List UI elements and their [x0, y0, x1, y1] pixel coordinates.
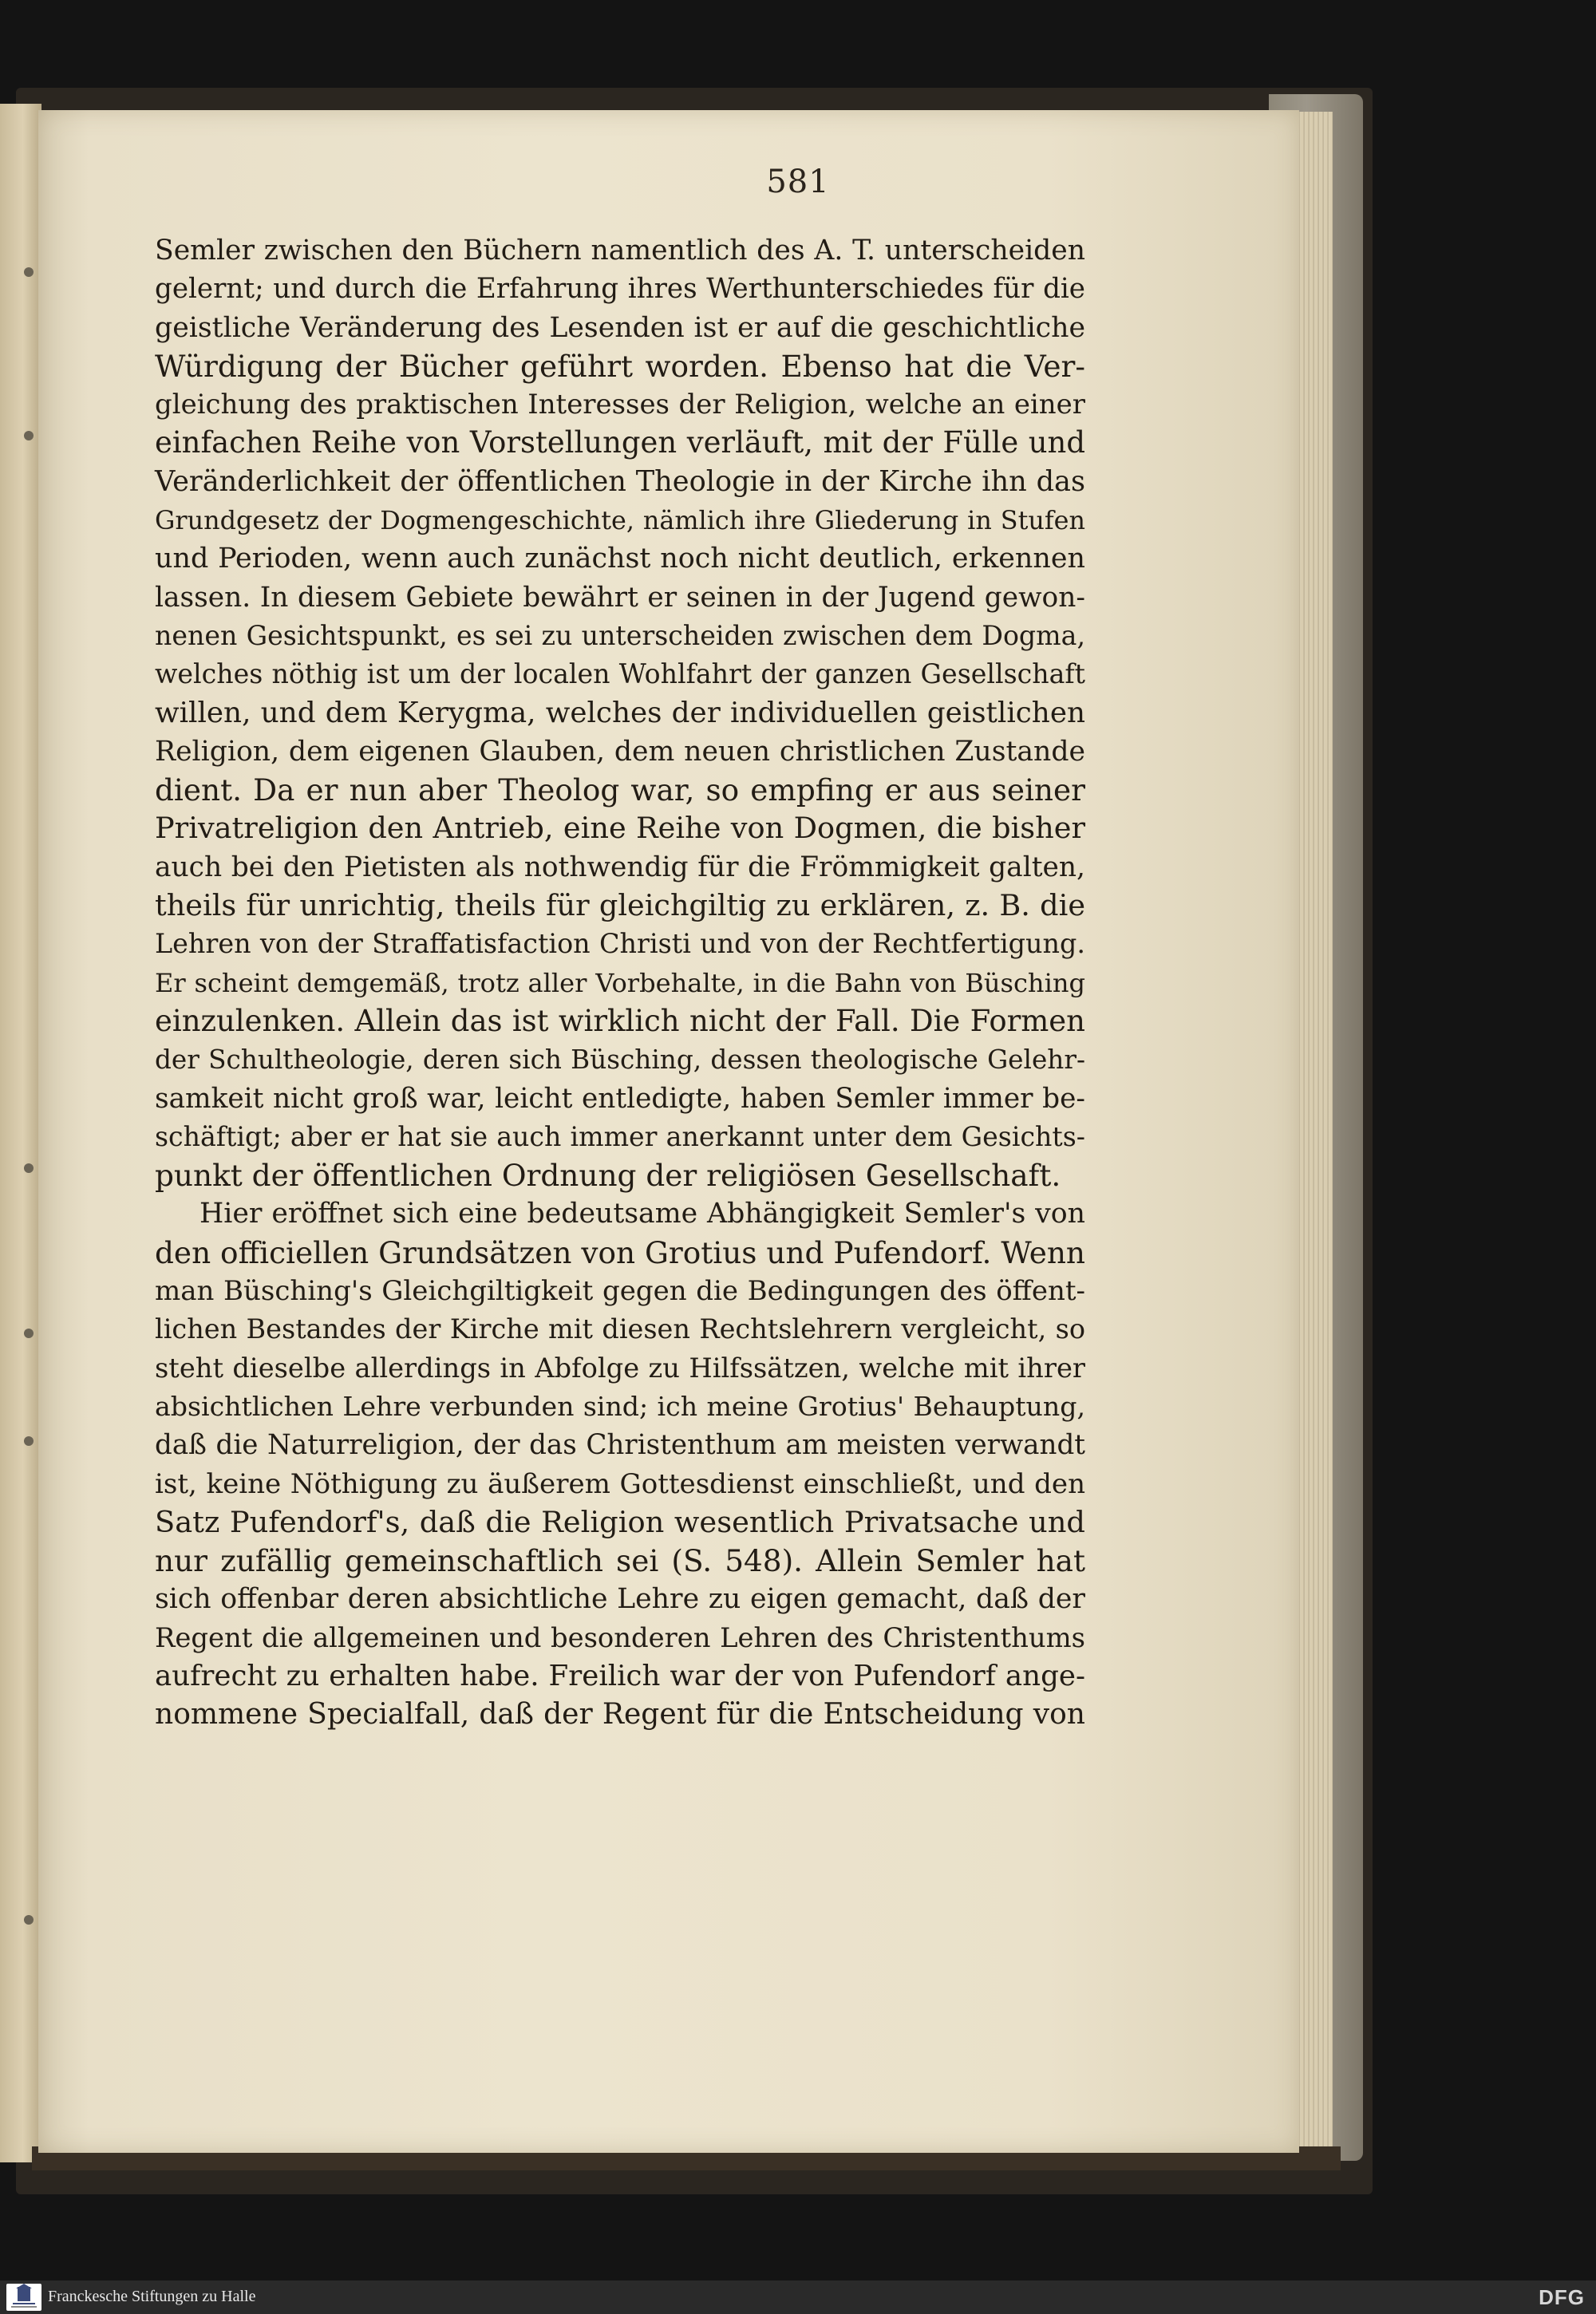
binding-mark	[24, 1329, 34, 1338]
text-line: nommene Specialfall, daß der Regent für die Entscheidung von	[155, 1698, 1085, 1732]
text-line: Veränderlichkeit der öffentlichen Theologie in der Kirche ihn das	[155, 464, 1085, 498]
binding-mark	[24, 431, 34, 440]
text-line: ist, keine Nöthigung zu äußerem Gottesdienst einschließt, und den	[155, 1467, 1085, 1500]
text-line: dient. Da er nun aber Theolog war, so empfing er aus seiner	[155, 772, 1085, 808]
text-line: theils für unrichtig, theils für gleichgiltig zu erklären, z. B. die	[155, 888, 1085, 923]
binding-mark	[24, 1436, 34, 1446]
text-line: und Perioden, wenn auch zunächst noch nicht deutlich, erkennen	[155, 543, 1085, 575]
text-line: geistliche Veränderung des Lesenden ist er auf die geschichtliche	[155, 311, 1085, 344]
text-line: Würdigung der Bücher geführt worden. Ebenso hat die Ver-	[155, 348, 1085, 384]
text-line: einzulenken. Allein das ist wirklich nicht der Fall. Die Formen	[155, 1003, 1085, 1038]
page-body-text	[155, 231, 1085, 1735]
text-line: Grundgesetz der Dogmengeschichte, nämlich ihre Gliederung in Stufen	[155, 505, 1085, 536]
text-line: steht dieselbe allerdings in Abfolge zu Hilfssätzen, welche mit ihrer	[155, 1352, 1085, 1384]
text-line: daß die Naturreligion, der das Christenthum am meisten verwandt	[155, 1429, 1085, 1462]
text-line: auch bei den Pietisten als nothwendig für die Frömmigkeit galten,	[155, 851, 1085, 883]
text-line: willen, und dem Kerygma, welches der individuellen geistlichen	[155, 696, 1085, 729]
text-line: lichen Bestandes der Kirche mit diesen Rechtslehrern vergleicht, so	[155, 1313, 1085, 1345]
text-line: lassen. In diesem Gebiete bewährt er seinen in der Jugend gewon-	[155, 581, 1085, 614]
text-line: punkt der öffentlichen Ordnung der religiösen Gesellschaft.	[155, 1158, 1061, 1194]
text-line: schäftigt; aber er hat sie auch immer anerkannt unter dem Gesichts-	[155, 1120, 1085, 1152]
text-line: Regent die allgemeinen und besonderen Lehren des Christenthums	[155, 1621, 1085, 1653]
text-line: aufrecht zu erhalten habe. Freilich war der von Pufendorf ange-	[155, 1659, 1085, 1692]
text-line: Er scheint demgemäß, trotz aller Vorbehalte, in die Bahn von Büsching	[155, 967, 1085, 998]
text-line: der Schultheologie, deren sich Büsching, dessen theologische Gelehr-	[155, 1044, 1085, 1076]
viewer-footer-bar	[0, 2280, 1596, 2314]
text-line: Privatreligion den Antrieb, eine Reihe von Dogmen, die bisher	[155, 811, 1085, 846]
text-line: einfachen Reihe von Vorstellungen verläuft, mit der Fülle und	[155, 425, 1085, 460]
text-line: nenen Gesichtspunkt, es sei zu unterscheiden zwischen dem Dogma,	[155, 619, 1085, 651]
institution-name[interactable]: Franckesche Stiftungen zu Halle	[48, 2288, 256, 2305]
text-line: absichtlichen Lehre verbunden sind; ich meine Grotius' Behauptung,	[155, 1390, 1085, 1422]
text-line: welches nöthig ist um der localen Wohlfahrt der ganzen Gesellschaft	[155, 658, 1085, 690]
text-line: samkeit nicht groß war, leicht entledigte, haben Semler immer be-	[155, 1082, 1085, 1115]
text-line: nur zufällig gemeinschaftlich sei (S. 548). Allein Semler hat	[155, 1543, 1085, 1579]
text-line: man Büsching's Gleichgiltigkeit gegen die Bedingungen des öffent-	[155, 1275, 1085, 1308]
text-line: Religion, dem eigenen Glauben, dem neuen christlichen Zustande	[155, 735, 1085, 768]
institution-logo-icon	[6, 2284, 41, 2311]
text-line: Semler zwischen den Büchern namentlich des A. T. unterscheiden	[155, 235, 1085, 267]
text-line: Hier eröffnet sich eine bedeutsame Abhängigkeit Semler's von	[200, 1198, 1085, 1230]
text-line: den officiellen Grundsätzen von Grotius und Pufendorf. Wenn	[155, 1234, 1085, 1270]
text-line: gleichung des praktischen Interesses der Religion, welche an einer	[155, 389, 1085, 421]
text-line: Lehren von der Straffatisfaction Christi und von der Rechtfertigung.	[155, 928, 1085, 960]
dfg-badge[interactable]: DFG	[1539, 2285, 1585, 2309]
left-page-edge	[0, 104, 41, 2162]
binding-mark	[24, 267, 34, 277]
text-line: gelernt; und durch die Erfahrung ihres Werthunterschiedes für die	[155, 273, 1085, 306]
text-line: Satz Pufendorf's, daß die Religion wesentlich Privatsache und	[155, 1504, 1085, 1539]
page-number: 581	[766, 164, 830, 200]
text-line: sich offenbar deren absichtliche Lehre zu eigen gemacht, daß der	[155, 1583, 1085, 1616]
binding-mark	[24, 1163, 34, 1173]
binding-mark	[24, 1915, 34, 1925]
